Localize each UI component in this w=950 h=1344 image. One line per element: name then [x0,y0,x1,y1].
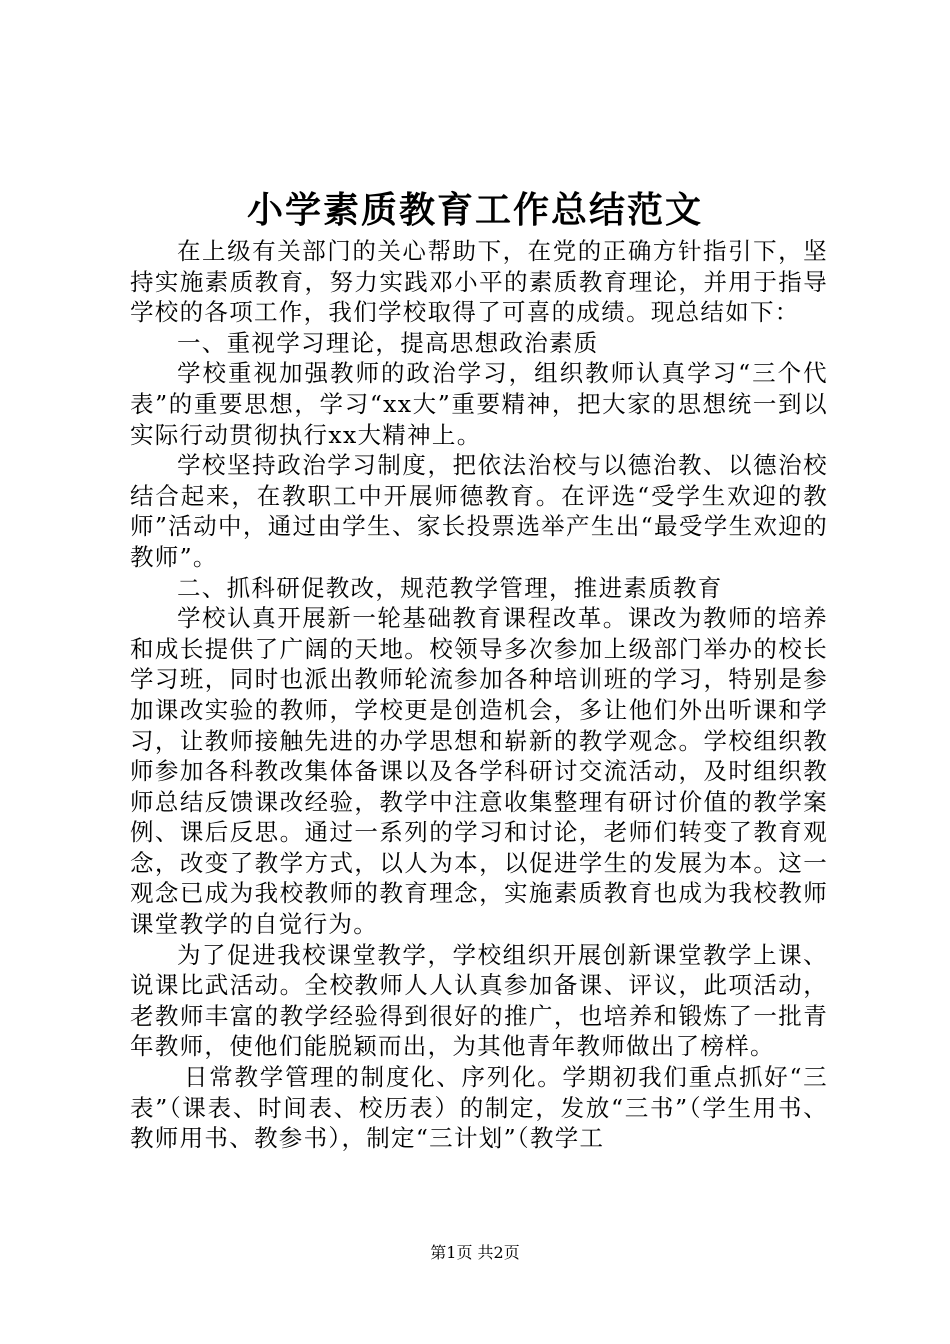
paragraph-ethics-education: 学校坚持政治学习制度，把依法治校与以德治教、以德治校结合起来，在教职工中开展师德教育。在评选“受学生欢迎的教师”活动中，通过由学生、家长投票选举产生出“最受学生欢迎的教师”。 [130,451,828,571]
document-title: 小学素质教育工作总结范文 [246,189,703,231]
paragraph-political-study: 学校重视加强教师的政治学习，组织教师认真学习“三个代表”的重要思想，学习“xx大”重要精神，把大家的思想统一到以实际行动贯彻执行xx大精神上。 [130,359,828,449]
paragraph-intro: 在上级有关部门的关心帮助下，在党的正确方针指引下，坚持实施素质教育，努力实践邓小平的素质教育理论，并用于指导学校的各项工作，我们学校取得了可喜的成绩。现总结如下： [130,237,828,327]
section-heading-1: 一、重视学习理论，提高思想政治素质 [177,328,599,357]
document-body [130,236,828,1154]
paragraph-daily-management: 日常教学管理的制度化、序列化。学期初我们重点抓好“三表”（课表、时间表、校历表）的制定，发放“三书”（学生用书、教师用书、教参书），制定“三计划”（教学工 [130,1063,828,1153]
page-footer: 第1页 共2页 [430,1243,520,1262]
section-heading-2: 二、抓科研促教改，规范教学管理，推进素质教育 [177,573,723,602]
paragraph-teaching-contest: 为了促进我校课堂教学，学校组织开展创新课堂教学上课、说课比武活动。全校教师人人认真参加备课、评议，此项活动，老教师丰富的教学经验得到很好的推广，也培养和锻炼了一批青年教师，使他们能脱颖而出，为其他青年教师做出了榜样。 [130,940,828,1061]
paragraph-curriculum-reform: 学校认真开展新一轮基础教育课程改革。课改为教师的培养和成长提供了广阔的天地。校领导多次参加上级部门举办的校长学习班，同时也派出教师轮流参加各种培训班的学习，特别是参加课改实验的教师，学校更是创造机会，多让他们外出听课和学习，让教师接触先进的办学思想和崭新的教学观念。学校组织教师参加各科教改集体备课以及各学科研讨交流活动，及时组织教师总结反馈课改经验，教学中注意收集整理有研讨价值的教学案例、课后反思。通过一系列的学习和讨论，老师们转变了教育观念，改变了教学方式，以人为本，以促进学生的发展为本。这一观念已成为我校教师的教育理念，实施素质教育也成为我校教师课堂教学的自觉行为。 [130,604,828,939]
